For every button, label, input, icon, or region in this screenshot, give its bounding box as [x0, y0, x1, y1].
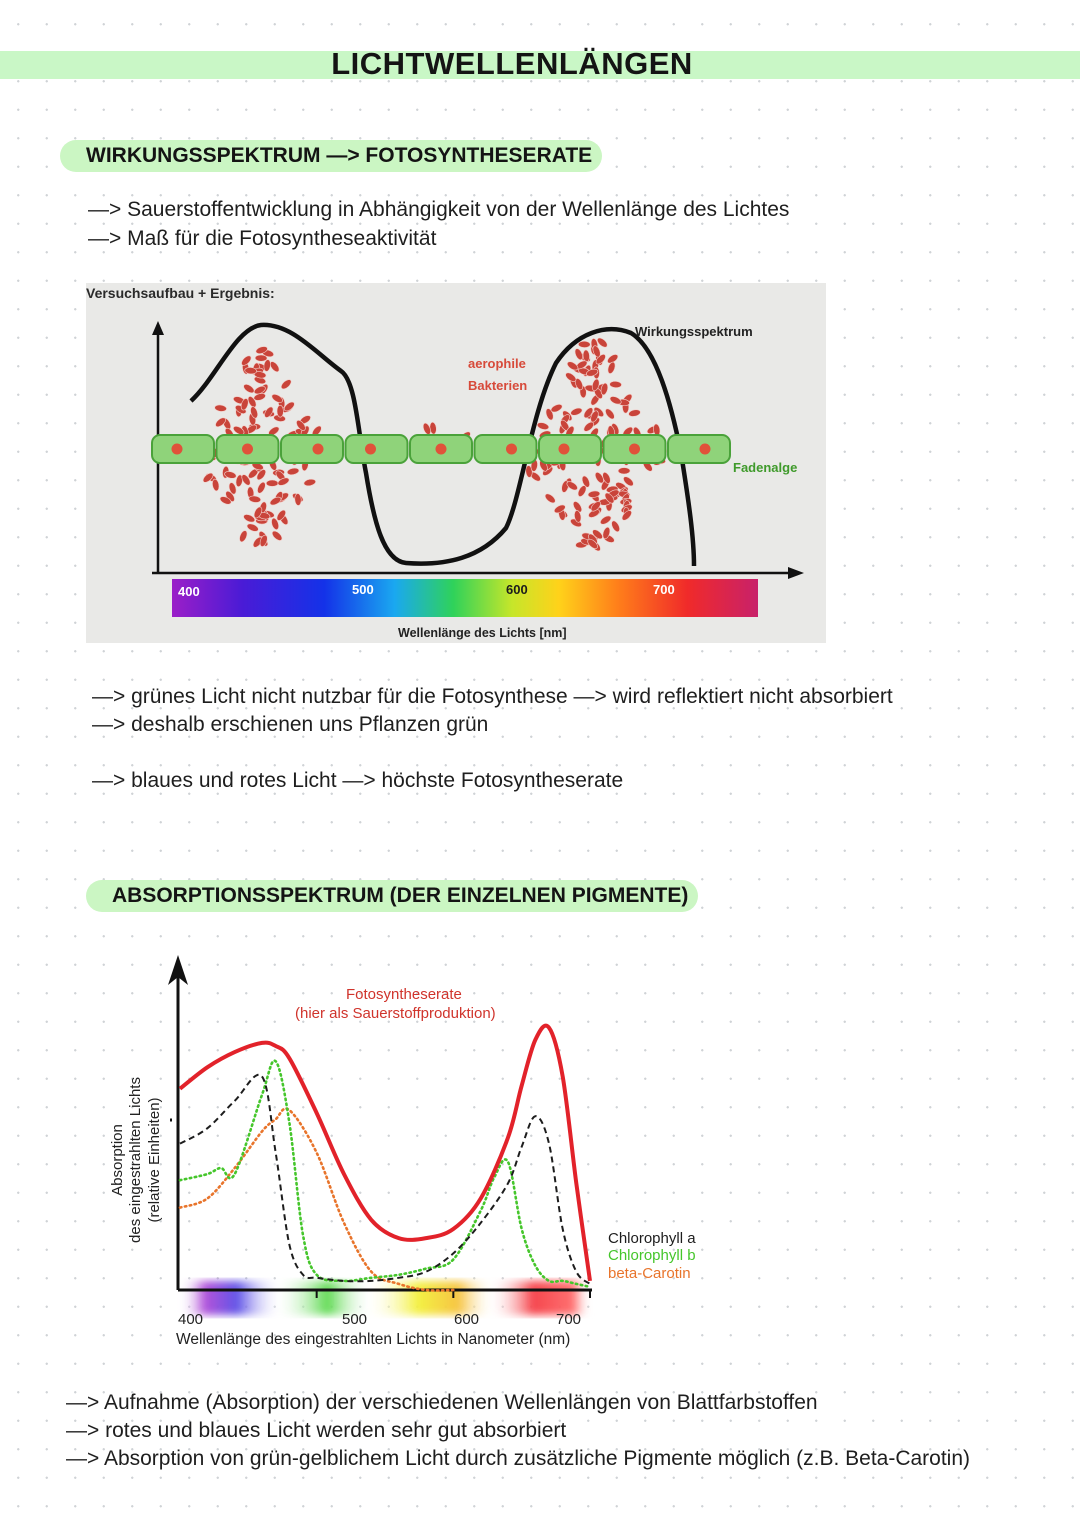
filamentous-alga [152, 435, 730, 463]
note-blue-red: —> blaues und rotes Licht —> höchste Fotosyntheserate [92, 769, 624, 792]
tick-400: 400 [178, 584, 200, 599]
legend-chlorophyll-a: Chlorophyll a [608, 1230, 696, 1247]
series-line-fotosyntheserate [180, 1026, 590, 1281]
bacterium [610, 520, 621, 534]
bullet-sauerstoff: —> Sauerstoffentwicklung in Abhängigkeit von der Wellenlänge des Lichtes [88, 198, 790, 221]
tick-500: 500 [352, 582, 374, 597]
bacterium [242, 383, 256, 395]
series-line-chlorophyll-b [180, 1061, 590, 1287]
bacterium [570, 407, 583, 417]
note-absorption: —> Aufnahme (Absorption) der verschiedenen Wellenlängen von Blattfarbstoffen [66, 1391, 818, 1414]
x-tick-label-600: 600 [454, 1311, 480, 1328]
legend-chlorophyll-b: Chlorophyll b [608, 1247, 696, 1264]
x-axis-label: Wellenlänge des Lichts [nm] [398, 626, 567, 640]
alga-cell-nucleus [700, 444, 711, 455]
note-red-blue-absorbed: —> rotes und blaues Licht werden sehr gut absorbiert [66, 1419, 567, 1442]
figure-caption: Versuchsaufbau + Ergebnis: [86, 285, 275, 301]
label-aerophile: aerophile [468, 356, 526, 371]
bacterium [628, 409, 641, 418]
bacterium [303, 478, 316, 487]
alga-cell [539, 435, 601, 463]
bacterium [599, 514, 613, 526]
bacterium [212, 479, 220, 492]
alga-cell [475, 435, 537, 463]
alga-cell [152, 435, 214, 463]
bacterium [544, 492, 557, 505]
annotation-sauerstoffproduktion: (hier als Sauerstoffproduktion) [295, 1005, 496, 1022]
bacterium [607, 361, 617, 374]
bacterium [248, 495, 261, 503]
bacterium [277, 405, 284, 417]
y-axis-label-line3: (relative Einheiten) [146, 1097, 163, 1223]
bacterium [266, 480, 278, 486]
y-axis-arrow [152, 321, 164, 335]
tick-600: 600 [506, 582, 528, 597]
alga-cell-nucleus [506, 444, 517, 455]
bacterium [536, 421, 549, 430]
bacterium [618, 467, 630, 474]
x-tick-label-700: 700 [556, 1311, 582, 1328]
alga-cell-nucleus [242, 444, 253, 455]
label-wirkungsspektrum: Wirkungsspektrum [635, 324, 753, 339]
label-fadenalge: Fadenalge [733, 460, 798, 475]
experiment-diagram [86, 283, 826, 643]
alga-cell-nucleus [559, 444, 570, 455]
bacterium [238, 529, 249, 543]
bacterium [578, 341, 590, 348]
legend-beta-carotin: beta-Carotin [608, 1265, 691, 1282]
section-heading-wirkungsspektrum: WIRKUNGSSPEKTRUM —> FOTOSYNTHESERATE [60, 140, 602, 172]
alga-cell-nucleus [172, 444, 183, 455]
annotation-fotosyntheserate: Fotosyntheserate [346, 986, 462, 1003]
bacterium [604, 407, 616, 420]
spectrum-strip [180, 1281, 590, 1315]
bacterium [271, 529, 284, 542]
bullet-mass: —> Maß für die Fotosyntheseaktivität [88, 227, 437, 250]
bacterium [294, 493, 301, 505]
absorption-chart [100, 945, 740, 1355]
alga-cell-nucleus [436, 444, 447, 455]
alga-cell-nucleus [365, 444, 376, 455]
bacterium [256, 481, 267, 495]
alga-cell [346, 435, 408, 463]
y-axis-label-line2: des eingestrahlten Lichts [127, 1077, 144, 1243]
page-title: LICHTWELLENLÄNGEN [331, 46, 693, 81]
bacterium [246, 522, 260, 533]
note-carotin: —> Absorption von grün-gelblichem Licht durch zusätzliche Pigmente möglich (z.B. Beta-Carotin) [66, 1447, 971, 1470]
x-tick-label-500: 500 [342, 1311, 368, 1328]
series-line-beta-carotin [180, 1109, 453, 1291]
x-axis-label: Wellenlänge des eingestrahlten Lichts in Nanometer (nm) [176, 1331, 571, 1348]
x-tick-label-400: 400 [178, 1311, 204, 1328]
alga-cell-nucleus [629, 444, 640, 455]
bacterium [287, 467, 300, 476]
x-axis-arrow [788, 567, 804, 579]
bacterium [280, 378, 293, 391]
note-plants-green: —> deshalb erschienen uns Pflanzen grün [92, 713, 489, 736]
tick-700: 700 [653, 582, 675, 597]
bacterium [214, 404, 227, 412]
label-bakterien: Bakterien [468, 378, 528, 393]
section-heading-absorptionsspektrum: ABSORPTIONSSPEKTRUM (DER EINZELNEN PIGMENTE) [86, 880, 698, 912]
alga-cell [281, 435, 343, 463]
alga-cell [668, 435, 730, 463]
y-axis-label-line1: Absorption [109, 1124, 126, 1196]
bacterium [609, 381, 621, 388]
alga-cell-nucleus [313, 444, 324, 455]
note-green-light: —> grünes Licht nicht nutzbar für die Fotosynthese —> wird reflektiert nicht absorbiert [92, 685, 893, 708]
bacterium [255, 355, 267, 362]
